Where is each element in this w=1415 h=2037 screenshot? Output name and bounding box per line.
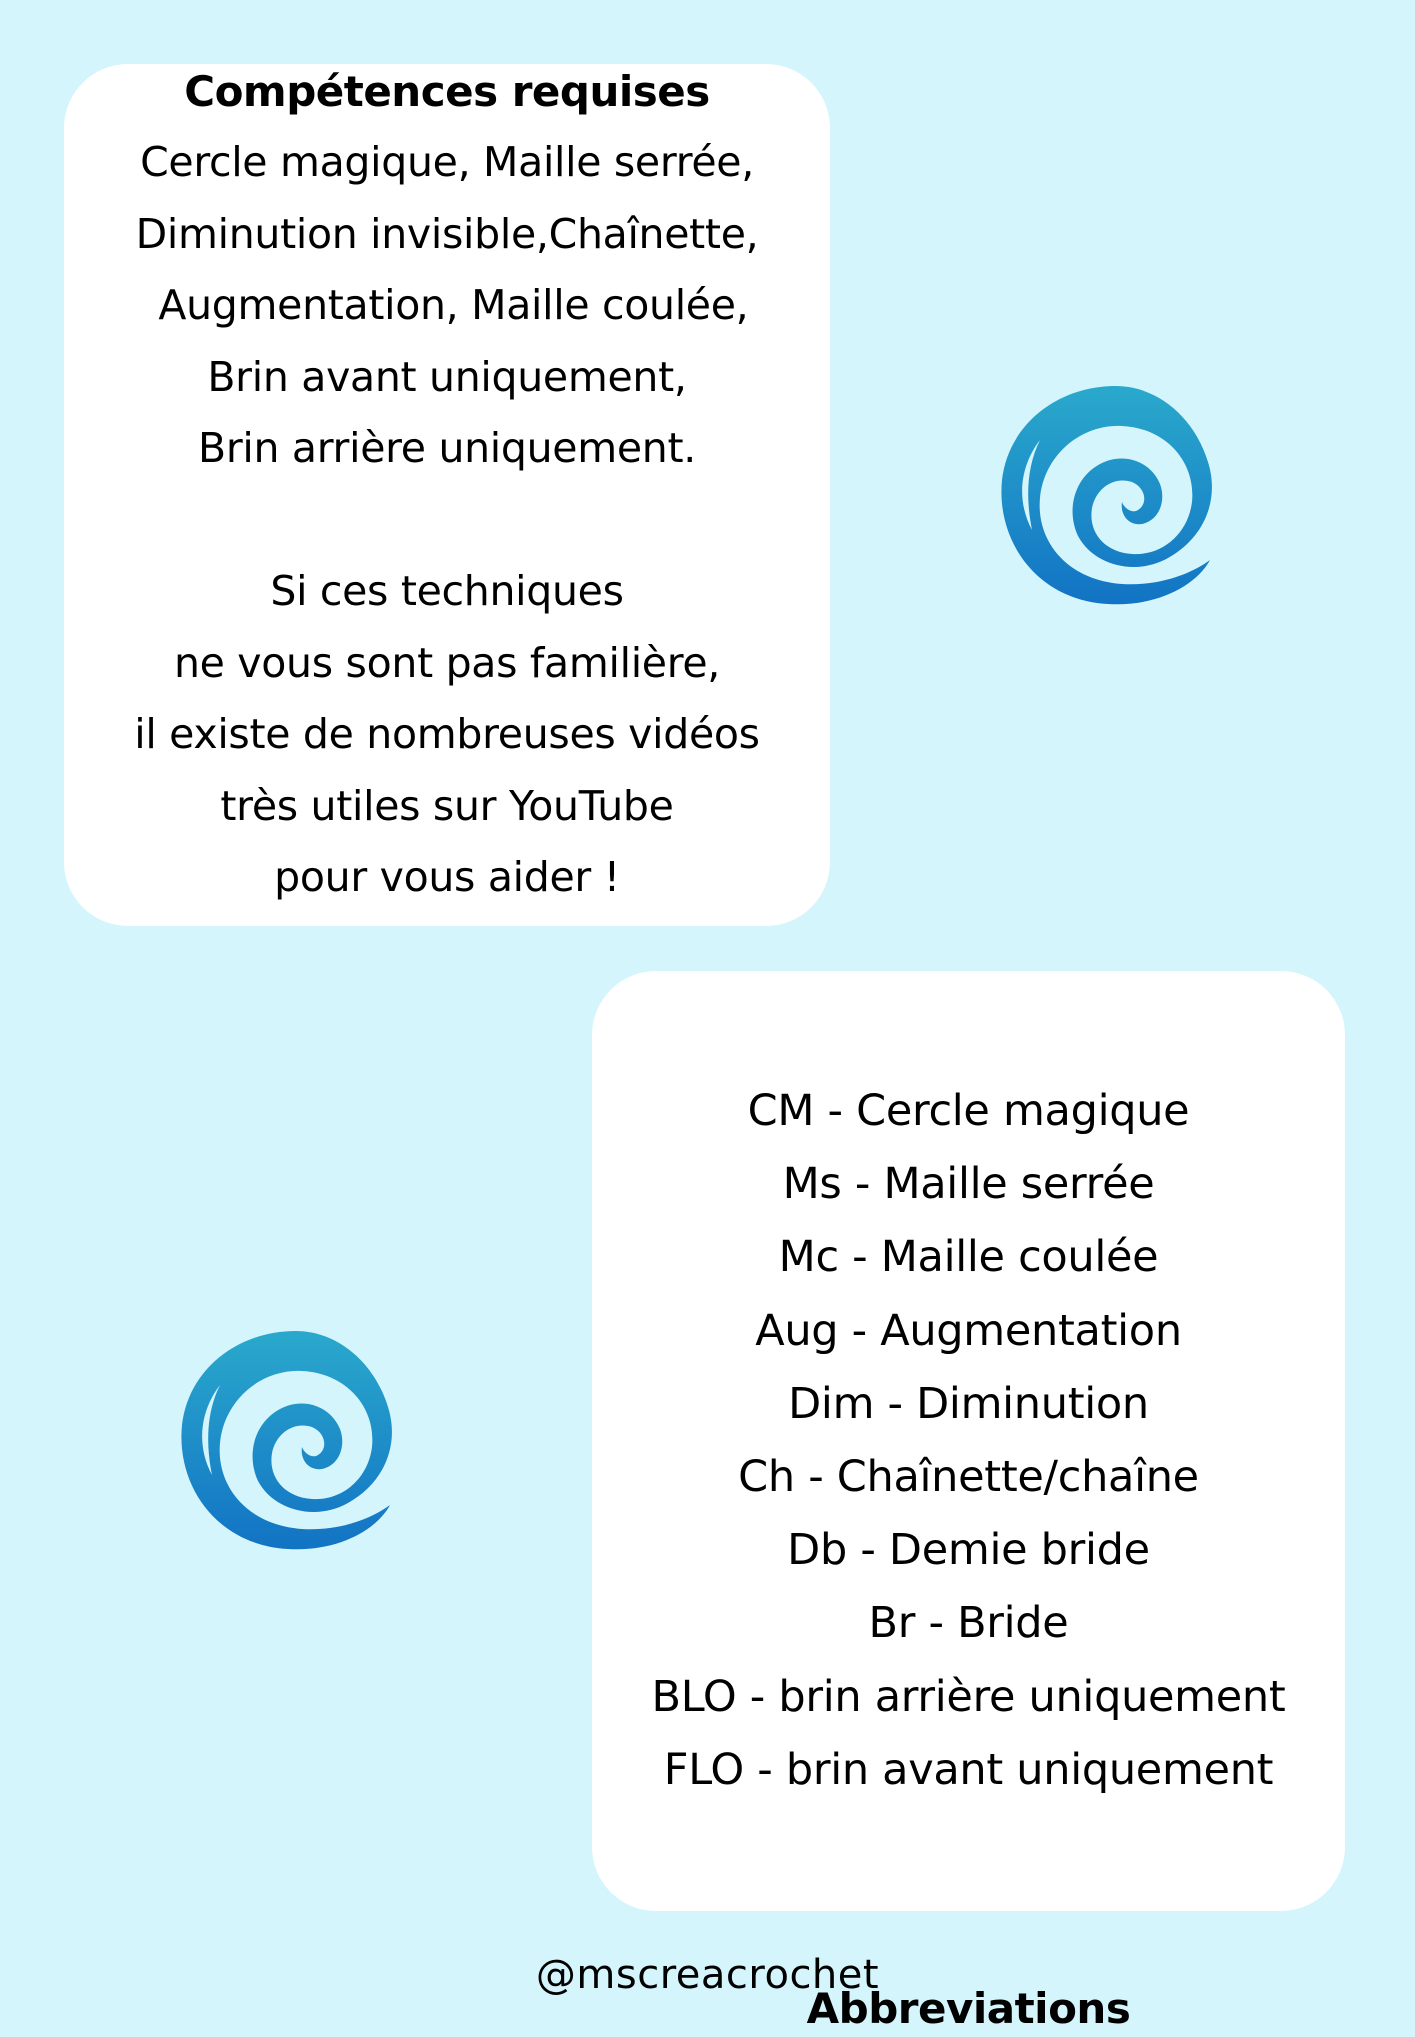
skills-line: Augmentation, Maille coulée, <box>145 281 749 329</box>
note-line: il existe de nombreuses vidéos <box>134 710 760 758</box>
abbreviations-list <box>592 1075 1345 1807</box>
skills-line: Cercle magique, Maille serrée, <box>140 138 754 186</box>
abbreviation-item: BLO - brin arrière uniquement <box>651 1671 1286 1722</box>
skills-line: Diminution invisible,Chaînette, <box>135 209 759 258</box>
note-line: pour vous aider ! <box>274 853 620 901</box>
skills-title: Compétences requises <box>184 67 710 116</box>
spacer <box>64 485 830 557</box>
abbreviation-item: Ch - Chaînette/chaîne <box>738 1452 1199 1503</box>
abbreviation-item: FLO - brin avant uniquement <box>663 1744 1274 1795</box>
abbreviation-item: CM - Cercle magique <box>747 1086 1190 1136</box>
abbreviation-item: Mc - Maille coulée <box>778 1232 1159 1283</box>
spiral-swirl-icon <box>176 1325 416 1555</box>
skills-line: Brin arrière uniquement. <box>198 424 696 472</box>
skills-text <box>64 127 830 914</box>
note-line: Si ces techniques <box>270 567 624 615</box>
abbreviation-item: Br - Bride <box>868 1598 1069 1649</box>
abbreviation-item: Dim - Diminution <box>788 1378 1149 1429</box>
skills-line: Brin avant uniquement, <box>207 352 687 401</box>
abbreviations-title: Abbreviations <box>806 1984 1131 2033</box>
abbreviation-item: Db - Demie bride <box>787 1525 1150 1576</box>
social-handle: @mscreacrochet <box>535 1952 880 1998</box>
note-line: très utiles sur YouTube <box>220 781 674 830</box>
skills-card <box>64 64 830 926</box>
abbreviation-item: Aug - Augmentation <box>755 1305 1182 1356</box>
note-line: ne vous sont pas familière, <box>173 638 721 687</box>
spiral-swirl-icon <box>996 380 1236 610</box>
abbreviation-item: Ms - Maille serrée <box>782 1159 1155 1210</box>
